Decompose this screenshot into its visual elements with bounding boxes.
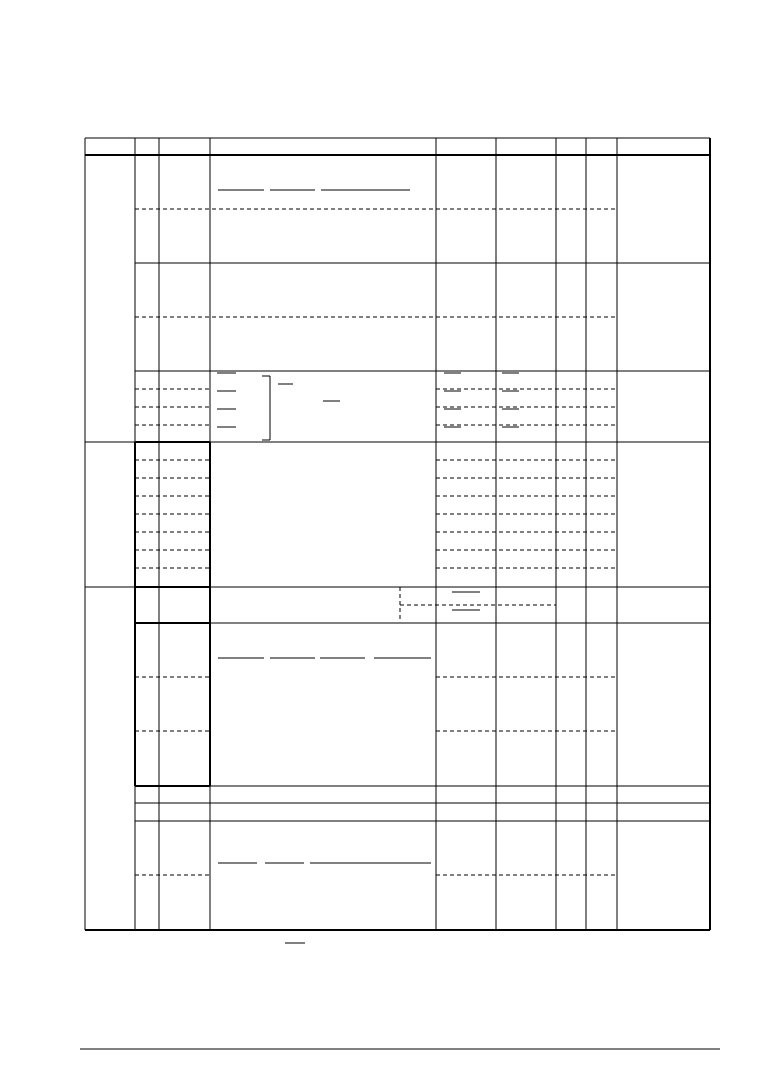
page-footer <box>80 1052 720 1082</box>
table-grid-dashed-lines <box>135 209 617 875</box>
table-grid-solid-lines <box>80 138 720 1049</box>
table-grid-heavy-lines <box>85 138 710 930</box>
group-bracket <box>262 376 270 440</box>
signal-overline-marks <box>217 190 519 943</box>
